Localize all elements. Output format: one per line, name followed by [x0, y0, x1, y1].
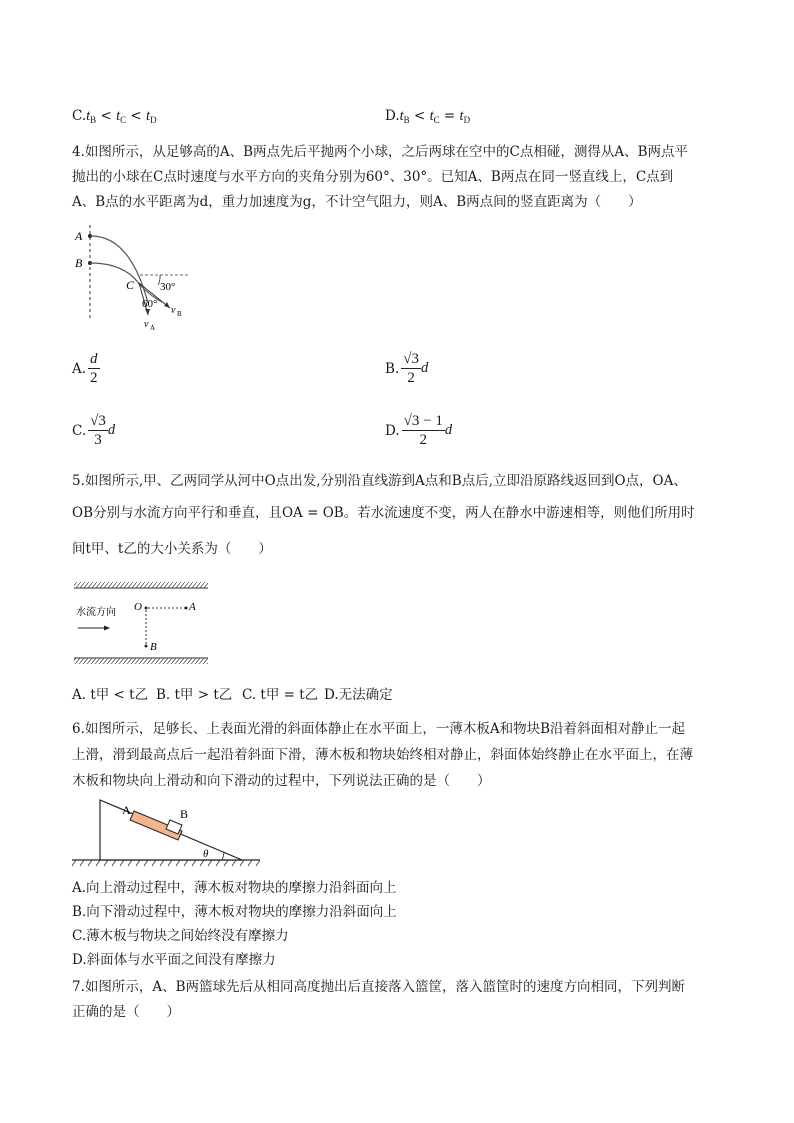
- q6-option-b[interactable]: B.向下滑动过程中，薄木板对物块的摩擦力沿斜面向上: [72, 904, 397, 920]
- q5-option-b[interactable]: B. t甲 > t乙: [156, 687, 233, 703]
- q7-stem-line2: 正确的是（ ）: [72, 1004, 180, 1020]
- q4-fig-label-a: A: [75, 229, 83, 243]
- q4-stem-line1: 4.如图所示，从足够高的A、B两点先后平抛两个小球，之后两球在空中的C点相碰，测得从A、B两点平: [72, 144, 689, 160]
- q4-fig-va: v: [144, 319, 149, 330]
- q4-fig-label-b: B: [75, 256, 83, 270]
- q4-fig-vb-sub: B: [177, 310, 182, 318]
- q5-option-c[interactable]: C. t甲 = t乙: [242, 687, 319, 703]
- q5-stem-line2: OB分别与水流方向平行和垂直，且OA = OB。若水流速度不变，两人在静水中游速相等，则他们所用时: [72, 505, 695, 521]
- q5-fig-label-o: O: [134, 601, 142, 613]
- q4-fig-angle-30: 30°: [160, 281, 176, 293]
- q4-stem-line2: 抛出的小球在C点时速度与水平方向的夹角分别为60°、30°。已知A、B两点在同一竖直线上，C点到: [72, 169, 674, 185]
- q6-stem-line2: 上滑，滑到最高点后一起沿着斜面下滑，薄木板和物块始终相对静止，斜面体始终静止在水平面上，在薄: [72, 747, 693, 763]
- q6-fig-label-a: A: [122, 803, 131, 817]
- q4-projectile-figure: [70, 225, 200, 333]
- q5-option-d[interactable]: D.无法确定: [324, 687, 393, 703]
- q4-option-c[interactable]: C. $\frac{√3}{3}$ d: [72, 413, 116, 448]
- q6-option-c[interactable]: C.薄木板与物块之间始终没有摩擦力: [72, 928, 289, 944]
- q4-fig-angle-60: 60°: [142, 298, 158, 310]
- q5-stem-line3: 间t甲、t乙的大小关系为（ ）: [72, 541, 272, 557]
- q6-incline-figure: [72, 794, 262, 868]
- q4-stem-line3: A、B点的水平距离为d，重力加速度为g，不计空气阻力，则A、B两点间的竖直距离为（ ）: [72, 194, 642, 210]
- q6-fig-label-b: B: [180, 807, 189, 821]
- q5-river-figure: [72, 578, 212, 670]
- q6-option-a[interactable]: A.向上滑动过程中，薄木板对物块的摩擦力沿斜面向上: [72, 880, 397, 896]
- q4-option-b[interactable]: B. $\frac{√3}{2}$ d: [385, 351, 429, 386]
- q3-option-d: $D.t_B < t_C = t_D$: [385, 108, 471, 125]
- q4-fig-vb: v: [171, 305, 176, 316]
- q4-fig-label-c: C: [126, 278, 135, 292]
- q5-fig-label-a: A: [189, 601, 196, 613]
- q5-stem-line1: 5.如图所示,甲、乙两同学从河中O点出发,分别沿直线游到A点和B点后,立即沿原路线返回到O点，OA、: [72, 473, 687, 489]
- q4-option-d[interactable]: D. $\frac{√3 - 1}{2}$ d: [385, 413, 453, 448]
- q6-option-d[interactable]: D.斜面体与水平面之间没有摩擦力: [72, 952, 276, 968]
- q7-stem-line1: 7.如图所示，A、B两篮球先后从相同高度抛出后直接落入篮筐，落入篮筐时的速度方向相同，下列判断: [72, 979, 686, 995]
- q4-option-a[interactable]: A. $\frac{d}{2}$: [72, 351, 98, 386]
- q6-stem-line3: 木板和物块向上滑动和向下滑动的过程中，下列说法正确的是（ ）: [72, 773, 491, 789]
- q3-option-c: $C.t_B < t_C < t_D$: [72, 108, 157, 125]
- q5-fig-label-b: B: [150, 641, 157, 653]
- q5-option-a[interactable]: A. t甲 < t乙: [72, 687, 149, 703]
- q6-stem-line1: 6.如图所示，足够长、上表面光滑的斜面体静止在水平面上，一薄木板A和物块B沿着斜面相对静止一起: [72, 721, 686, 737]
- q4-fig-va-sub: A: [150, 324, 156, 332]
- q6-fig-theta: θ: [203, 848, 209, 860]
- q5-fig-flow-label: 水流方向: [76, 607, 116, 618]
